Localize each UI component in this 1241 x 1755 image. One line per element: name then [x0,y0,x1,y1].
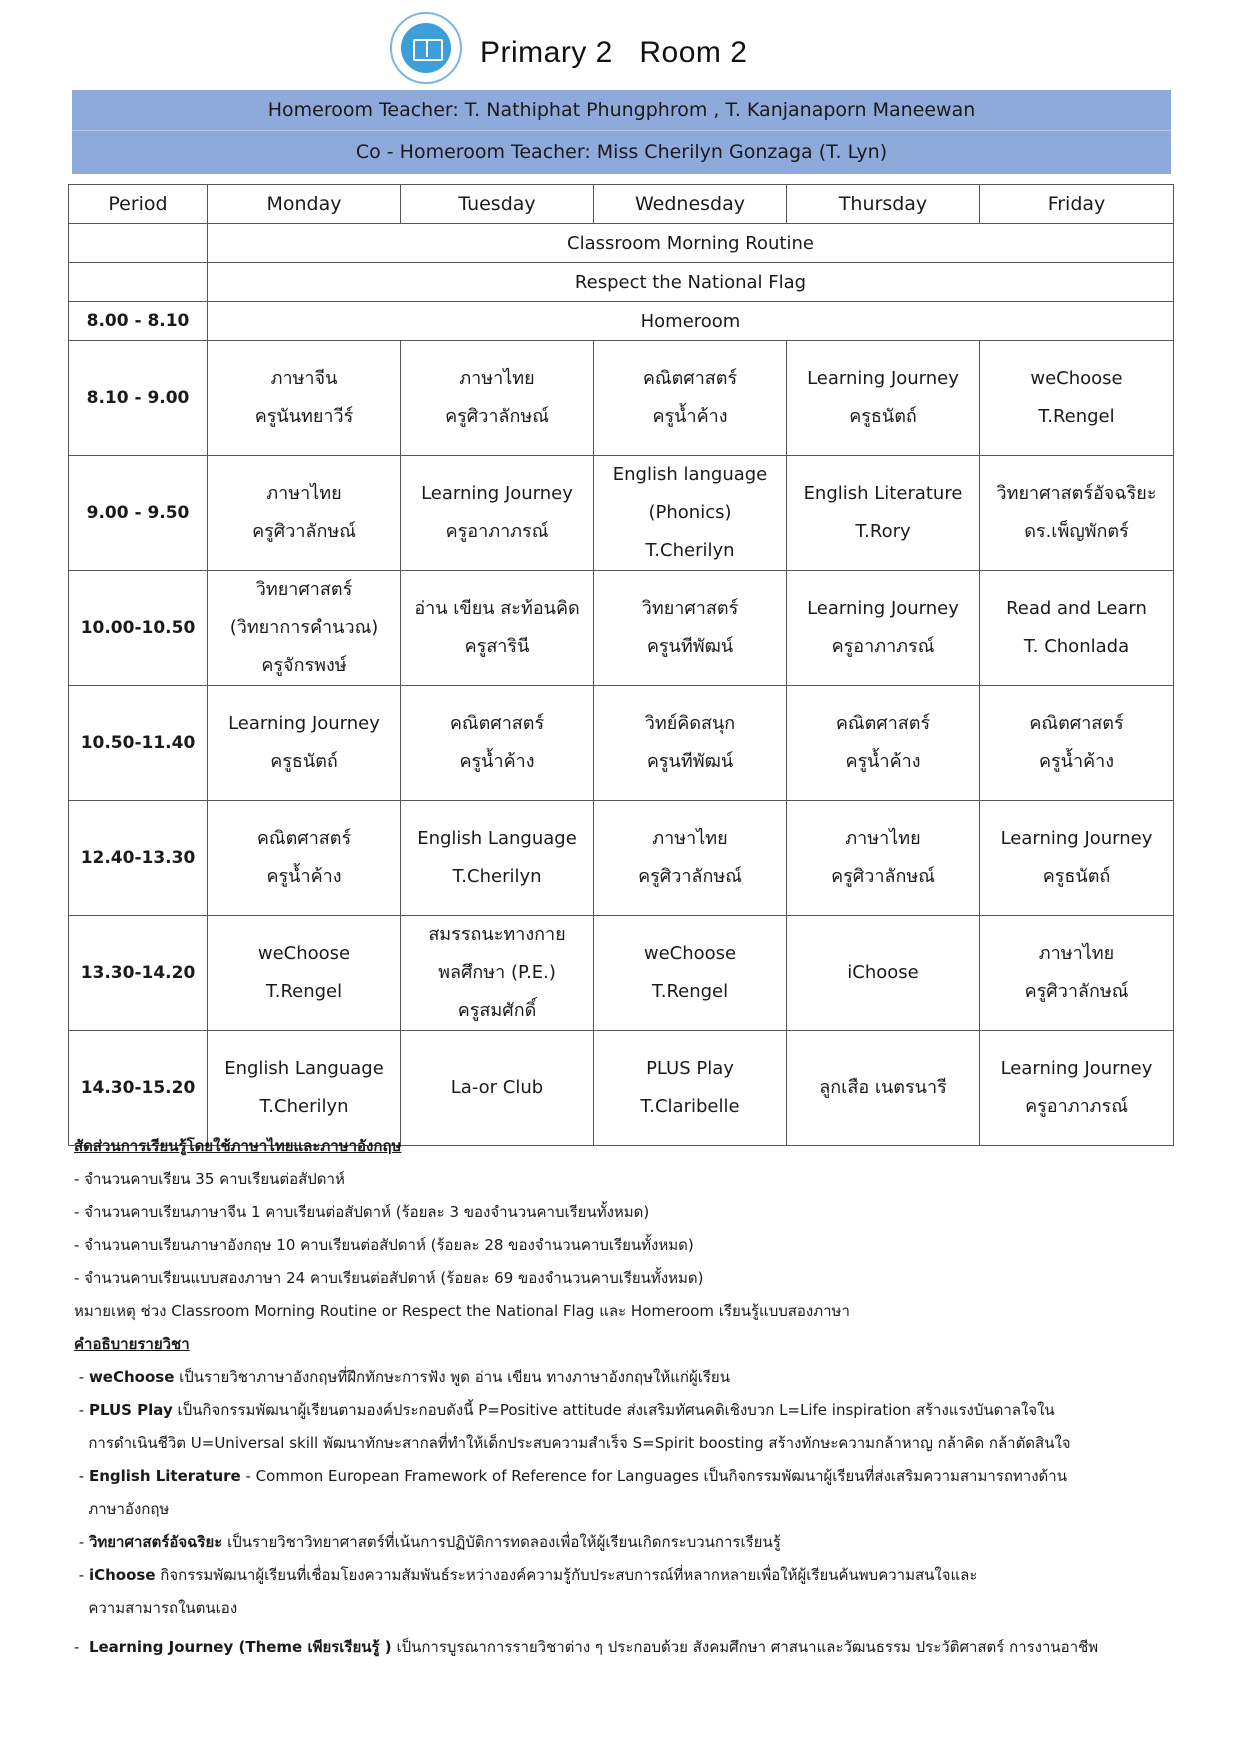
period-cell: 10.50-11.40 [69,686,208,801]
cell-text: Learning Journey [421,483,573,504]
cell-text: ครูนันทยาวีร์ [254,406,354,427]
cell-text: ครูธนัตถ์ [849,406,917,427]
cell-text: ครูสารินี [464,636,530,657]
cell-text: คณิตศาสตร์ [642,368,738,389]
class-cell [594,916,787,1031]
cell-text: weChoose [1030,368,1123,389]
cell-text: ครูนทีพัฒน์ [646,636,734,657]
cell-text: ภาษาไทย [266,483,342,504]
national-flag-row [69,263,1174,302]
class-cell [401,341,594,456]
note-line: หมายเหตุ ช่วง Classroom Morning Routine or Respect the National Flag และ Homeroom เรียนรู้แบบสองภาษา [74,1302,850,1320]
class-cell [594,456,787,571]
cell-text: T.Cherilyn [259,1096,349,1117]
cell-text: ลูกเสือ เนตรนารี [819,1077,947,1098]
cell-text: English language [612,464,768,485]
description-line: - weChoose เป็นรายวิชาภาษาอังกฤษที่ฝึกทักษะการฟัง พูด อ่าน เขียน ทางภาษาอังกฤษให้แก่ผู้เรียน [74,1368,730,1386]
cell-text: ครูนทีพัฒน์ [646,751,734,772]
morning-routine-row [69,224,1174,263]
morning-routine-cell: Classroom Morning Routine [208,224,1174,263]
cell-text: คณิตศาสตร์ [449,713,545,734]
cell-text: English Language [417,828,577,849]
cell-text: ครูน้ำค้าง [652,406,728,427]
proportion-heading: สัดส่วนการเรียนรู้โดยใช้ภาษาไทยและภาษาอังกฤษ [74,1137,402,1155]
cell-text: ภาษาไทย [652,828,728,849]
note-line: - จำนวนคาบเรียนภาษาจีน 1 คาบเรียนต่อสัปดาห์ (ร้อยละ 3 ของจำนวนคาบเรียนทั้งหมด) [74,1203,650,1221]
subject-term: English Literature [88,1467,241,1485]
class-cell [980,571,1174,686]
cell-text: คณิตศาสตร์ [256,828,352,849]
cell-text: วิทย์คิดสนุก [644,713,736,734]
cell-text: T. Chonlada [1023,636,1130,657]
period-cell: 14.30-15.20 [69,1031,208,1146]
period-cell: 9.00 - 9.50 [69,456,208,571]
school-logo [390,12,462,84]
table-row [69,801,1174,916]
cell-text: (วิทยาการคำนวณ) [229,617,379,638]
class-cell [208,686,401,801]
description-heading: คำอธิบายรายวิชา [74,1335,190,1353]
cell-text: T.Rengel [651,981,729,1002]
period-cell: 12.40-13.30 [69,801,208,916]
class-cell [594,341,787,456]
cell-text: ดร.เพ็ญพักตร์ [1024,521,1129,542]
period-cell [69,224,208,263]
table-row [69,341,1174,456]
class-cell [401,916,594,1031]
homeroom-cell: Homeroom [208,302,1174,341]
book-icon [399,21,453,75]
subject-term: วิทยาศาสตร์อัจฉริยะ [88,1533,223,1551]
cell-text: ครูน้ำค้าง [266,866,342,887]
cell-text: T.Rory [855,521,911,542]
class-cell [787,341,980,456]
cell-text: วิทยาศาสตร์ [641,598,739,619]
subject-term: Learning Journey (Theme เพียรเรียนรู้ ) [88,1638,392,1656]
period-cell: 8.10 - 9.00 [69,341,208,456]
cell-text: Learning Journey [1000,828,1153,849]
class-cell [787,686,980,801]
column-header: Tuesday [401,185,594,224]
homeroom-row [69,302,1174,341]
class-cell [208,341,401,456]
cell-text: สมรรถนะทางกาย [428,924,566,945]
class-cell [980,686,1174,801]
cell-text: Learning Journey [807,368,959,389]
class-cell [980,801,1174,916]
cell-text: T.Rengel [1038,406,1115,427]
cell-text: พลศึกษา (P.E.) [438,962,556,983]
class-cell [594,686,787,801]
cell-text: ภาษาไทย [459,368,535,389]
cell-text: ครูน้ำค้าง [1038,751,1115,772]
class-cell [208,1031,401,1146]
cell-text: T.Cherilyn [645,540,735,561]
class-cell [980,1031,1174,1146]
period-cell [69,263,208,302]
cell-text: weChoose [257,943,351,964]
class-cell [787,456,980,571]
class-cell [980,341,1174,456]
cell-text: ครูศิวาลักษณ์ [1024,981,1129,1002]
class-cell [401,686,594,801]
class-cell [208,916,401,1031]
cell-text: ครูน้ำค้าง [845,751,921,772]
class-cell [208,456,401,571]
table-row [69,456,1174,571]
table-row [69,686,1174,801]
page-title: Primary 2 Room 2 [480,36,748,69]
cell-text: ครูศิวาลักษณ์ [252,521,356,542]
cell-text: weChoose [643,943,737,964]
cell-text: iChoose [847,962,919,983]
cell-text: วิทยาศาสตร์ [255,579,353,600]
cell-text: ภาษาจีน [270,368,338,389]
description-line: ภาษาอังกฤษ [88,1500,170,1518]
period-cell: 8.00 - 8.10 [69,302,208,341]
homeroom-teacher-banner: Homeroom Teacher: T. Nathiphat Phungphrom , T. Kanjanaporn Maneewan [72,90,1171,131]
column-header: Wednesday [594,185,787,224]
cell-text: English Literature [803,483,963,504]
cell-text: ภาษาไทย [1038,943,1115,964]
cell-text: La-or Club [450,1077,544,1098]
cell-text: คณิตศาสตร์ [1029,713,1124,734]
cell-text: อ่าน เขียน สะท้อนคิด [414,598,580,619]
cell-text: ครูธนัตถ์ [1042,866,1111,887]
cell-text: T.Rengel [265,981,343,1002]
class-cell [980,916,1174,1031]
cell-text: T.Claribelle [640,1096,740,1117]
cell-text: ครูจักรพงษ์ [261,655,347,676]
class-cell [787,801,980,916]
column-header: Friday [980,185,1174,224]
cell-text: Learning Journey [807,598,959,619]
cell-text: ครูศิวาลักษณ์ [445,406,549,427]
class-cell [787,916,980,1031]
table-row [69,571,1174,686]
period-cell: 10.00-10.50 [69,571,208,686]
class-cell [401,571,594,686]
period-cell: 13.30-14.20 [69,916,208,1031]
note-line: - จำนวนคาบเรียนแบบสองภาษา 24 คาบเรียนต่อสัปดาห์ (ร้อยละ 69 ของจำนวนคาบเรียนทั้งหมด) [74,1269,704,1287]
cell-text: ครูศิวาลักษณ์ [831,866,935,887]
class-cell [208,571,401,686]
description-line: - Learning Journey (Theme เพียรเรียนรู้ ) เป็นการบูรณาการรายวิชาต่าง ๆ ประกอบด้วย สังคมศึกษา ศาสนาและวัฒนธรรม ประวัติศาสตร์ การงานอาชีพ [74,1638,1099,1656]
description-line: - PLUS Play เป็นกิจกรรมพัฒนาผู้เรียนตามองค์ประกอบดังนี้ P=Positive attitude ส่งเสริมทัศนคติเชิงบวก L=Life inspiration สร้างแรงบันดาลใจใน [74,1401,1055,1419]
national-flag-cell: Respect the National Flag [208,263,1174,302]
cell-text: English Language [224,1058,384,1079]
class-cell [980,456,1174,571]
column-header: Thursday [787,185,980,224]
class-cell [594,1031,787,1146]
cell-text: ครูอาภาภรณ์ [1025,1096,1128,1117]
cell-text: T.Cherilyn [452,866,542,887]
class-cell [594,801,787,916]
table-row [69,1031,1174,1146]
class-cell [401,1031,594,1146]
column-header: Period [69,185,208,224]
cell-text: คณิตศาสตร์ [835,713,931,734]
note-line: - จำนวนคาบเรียน 35 คาบเรียนต่อสัปดาห์ [74,1170,345,1188]
note-line: - จำนวนคาบเรียนภาษาอังกฤษ 10 คาบเรียนต่อสัปดาห์ (ร้อยละ 28 ของจำนวนคาบเรียนทั้งหมด) [74,1236,694,1254]
class-cell [208,801,401,916]
timetable [68,184,1174,1146]
cell-text: ครูอาภาภรณ์ [831,636,935,657]
cell-text: ครูน้ำค้าง [459,751,535,772]
cell-text: Learning Journey [1000,1058,1153,1079]
cell-text: Read and Learn [1006,598,1147,619]
description-line: - English Literature - Common European Framework of Reference for Languages เป็นกิจกรรมพัฒนาผู้เรียนที่ส่งเสริมความสามารถทางด้าน [74,1467,1067,1485]
cell-text: (Phonics) [648,502,732,523]
description-line: ความสามารถในตนเอง [88,1599,238,1617]
class-cell [401,801,594,916]
subject-term: iChoose [88,1566,156,1584]
description-line: - iChoose กิจกรรมพัฒนาผู้เรียนที่เชื่อมโยงความสัมพันธ์ระหว่างองค์ความรู้กับประสบการณ์ที่หลากหลายเพื่อให้ผู้เรียนค้นพบความสนใจและ [74,1566,978,1584]
cell-text: ครูธนัตถ์ [270,751,338,772]
subject-term: PLUS Play [88,1401,173,1419]
cell-text: ครูอาภาภรณ์ [445,521,549,542]
description-line: การดำเนินชีวิต U=Universal skill พัฒนาทักษะสากลที่ทำให้เด็กประสบความสำเร็จ S=Spirit boosting สร้างทักษะความกล้าหาญ กล้าคิด กล้าตัดสินใจ [88,1434,1071,1452]
description-line: - วิทยาศาสตร์อัจฉริยะ เป็นรายวิชาวิทยาศาสตร์ที่เน้นการปฏิบัติการทดลองเพื่อให้ผู้เรียนเกิดกระบวนการเรียนรู้ [74,1533,781,1551]
class-cell [787,1031,980,1146]
co-homeroom-teacher-banner: Co - Homeroom Teacher: Miss Cherilyn Gonzaga (T. Lyn) [72,131,1171,174]
timetable-header-row [69,185,1174,224]
cell-text: PLUS Play [646,1058,734,1079]
class-cell [787,571,980,686]
cell-text: ครูสมศักดิ์ [457,1000,537,1021]
class-cell [401,456,594,571]
cell-text: Learning Journey [228,713,380,734]
table-row [69,916,1174,1031]
cell-text: ภาษาไทย [845,828,921,849]
subject-term: weChoose [88,1368,175,1386]
cell-text: ครูศิวาลักษณ์ [638,866,742,887]
class-cell [594,571,787,686]
cell-text: วิทยาศาสตร์อัจฉริยะ [996,483,1157,504]
column-header: Monday [208,185,401,224]
